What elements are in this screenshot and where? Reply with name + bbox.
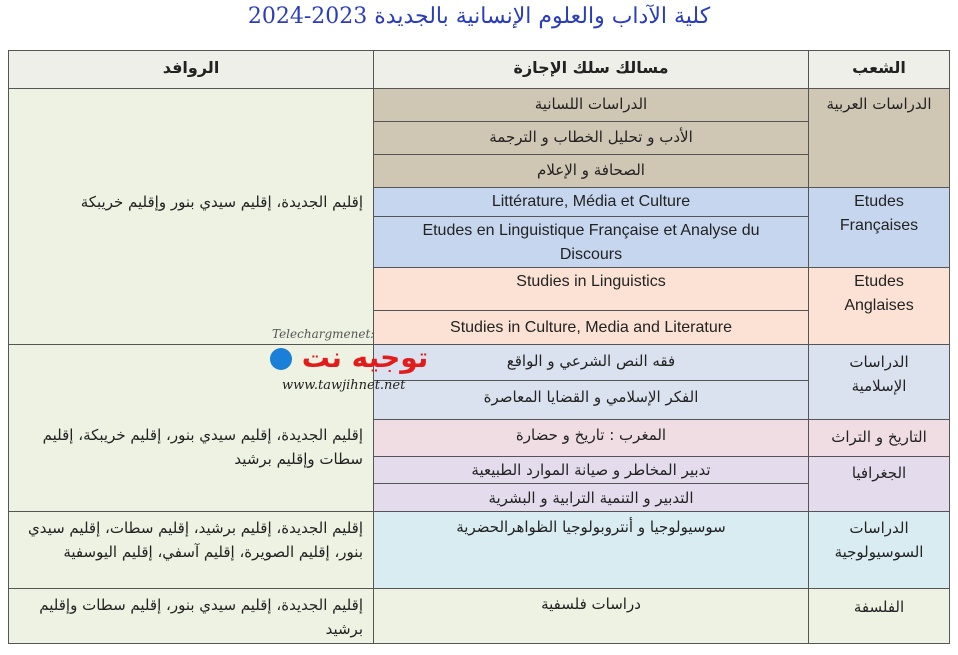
rawafid-text-3: إقليم الجديدة، إقليم برشيد، إقليم سطات، إقليم سيدي بنور، إقليم الصويرة، إقليم آسفي، إقليم اليوسفية	[27, 519, 363, 561]
watermark-label: Telechargmenet:	[272, 327, 375, 341]
maslak-text: Studies in Culture, Media and Literature	[450, 319, 732, 336]
maslak-arabic-3	[373, 154, 809, 188]
shoba-islamic	[808, 344, 950, 420]
maslak-text: Etudes en Linguistique Française et Analyse du Discours	[422, 222, 760, 263]
header-masalik-text: مسالك سلك الإجازة	[513, 58, 669, 77]
header-rawafid	[8, 50, 374, 89]
shoba-text: الدراسات العربية	[826, 95, 932, 113]
shoba-text: الفلسفة	[853, 598, 905, 616]
maslak-text: سوسيولوجيا و أنتروبولوجيا الظواهرالحضرية	[456, 518, 726, 536]
shoba-text: التاريخ و التراث	[831, 428, 927, 446]
maslak-sociology-1	[373, 511, 809, 589]
maslak-french-1	[373, 187, 809, 217]
maslak-text: الفكر الإسلامي و القضايا المعاصرة	[483, 388, 699, 406]
maslak-text: دراسات فلسفية	[541, 595, 641, 613]
rawafid-text-1: إقليم الجديدة، إقليم سيدي بنور وإقليم خريبكة	[80, 193, 363, 211]
tracks-table	[8, 50, 950, 644]
maslak-text: التدبير و التنمية الترابية و البشرية	[488, 489, 694, 507]
header-shoab-text: الشعب	[852, 58, 906, 77]
shoba-text: Etudes Françaises	[839, 193, 919, 234]
shoba-history	[808, 419, 950, 457]
page-title: كلية الآداب والعلوم الإنسانية بالجديدة 2023-2024	[247, 4, 711, 29]
maslak-islamic-2	[373, 380, 809, 420]
watermark-logo-text: توجيه نت	[301, 341, 429, 374]
header-masalik	[373, 50, 809, 89]
maslak-arabic-1	[373, 88, 809, 122]
maslak-text: الصحافة و الإعلام	[537, 161, 645, 179]
maslak-text: فقه النص الشرعي و الواقع	[506, 352, 676, 370]
maslak-text: المغرب : تاريخ و حضارة	[515, 426, 667, 444]
shoba-text: الدراسات السوسيولوجية	[834, 519, 924, 561]
maslak-text: Studies in Linguistics	[516, 273, 666, 290]
shoba-sociology	[808, 511, 950, 589]
shoba-text: Etudes Anglaises	[844, 273, 914, 314]
shoba-text: الجغرافيا	[851, 464, 907, 482]
maslak-geography-1	[373, 456, 809, 484]
maslak-islamic-1	[373, 344, 809, 381]
shoba-philosophy	[808, 588, 950, 644]
maslak-english-1	[373, 267, 809, 311]
shoba-french	[808, 187, 950, 268]
maslak-arabic-2	[373, 121, 809, 155]
maslak-english-2	[373, 310, 809, 345]
maslak-text: Littérature, Média et Culture	[491, 193, 691, 210]
shoba-geography	[808, 456, 950, 512]
header-rawafid-text: الروافد	[162, 58, 220, 77]
shoba-arabic	[808, 88, 950, 188]
rawafid-text-4: إقليم الجديدة، إقليم سيدي بنور، إقليم سطات وإقليم برشيد	[39, 596, 363, 638]
shoba-english	[808, 267, 950, 345]
maslak-text: الأدب و تحليل الخطاب و الترجمة	[489, 128, 693, 146]
rawafid-cell-4	[8, 588, 374, 644]
header-shoab	[808, 50, 950, 89]
maslak-french-2	[373, 216, 809, 268]
maslak-text: الدراسات اللسانية	[534, 95, 648, 113]
maslak-geography-2	[373, 483, 809, 512]
watermark-url: www.tawjihnet.net	[282, 378, 406, 393]
maslak-philosophy-1	[373, 588, 809, 644]
rawafid-cell-3	[8, 511, 374, 589]
watermark-logo	[270, 341, 428, 374]
globe-icon	[270, 348, 292, 370]
maslak-text: تدبير المخاطر و صيانة الموارد الطبيعية	[471, 461, 711, 479]
maslak-history-1	[373, 419, 809, 457]
rawafid-cell-1	[8, 88, 374, 345]
rawafid-text-2: إقليم الجديدة، إقليم سيدي بنور، إقليم خريبكة، إقليم سطات وإقليم برشيد	[42, 426, 363, 468]
shoba-text: الدراسات الإسلامية	[849, 353, 909, 395]
